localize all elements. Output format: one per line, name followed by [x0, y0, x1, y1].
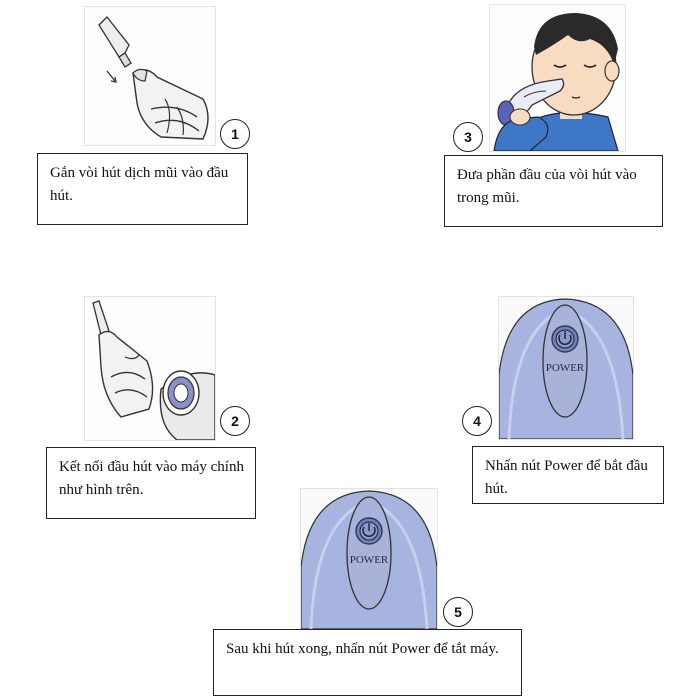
power-button-off-illustration	[301, 489, 437, 629]
step-3-number-badge: 3	[453, 122, 483, 152]
step-5-number-badge: 5	[443, 597, 473, 627]
step-2-number-badge: 2	[220, 406, 250, 436]
step-2-illustration	[84, 296, 216, 441]
nozzle-attach-illustration	[85, 7, 215, 145]
child-nose-illustration	[490, 5, 625, 151]
step-3-caption: Đưa phần đầu của vòi hút vào trong mũi.	[444, 155, 663, 227]
step-3-illustration	[489, 4, 626, 152]
step-4-illustration	[498, 296, 634, 440]
step-4-number-badge: 4	[462, 406, 492, 436]
step-1-number-badge: 1	[220, 119, 250, 149]
step-2-caption: Kết nối đầu hút vào máy chính như hình trên.	[46, 447, 256, 519]
step-1-caption: Gắn vòi hút dịch mũi vào đầu hút.	[37, 153, 248, 225]
power-button-on-illustration	[499, 297, 633, 439]
power-label-step4: POWER	[545, 362, 585, 374]
connect-head-illustration	[85, 297, 215, 440]
step-1-illustration	[84, 6, 216, 146]
step-5-illustration	[300, 488, 438, 630]
step-5-caption: Sau khi hút xong, nhấn nút Power để tắt máy.	[213, 629, 522, 696]
step-4-caption: Nhấn nút Power để bắt đầu hút.	[472, 446, 664, 504]
power-label-step5: POWER	[349, 554, 389, 566]
